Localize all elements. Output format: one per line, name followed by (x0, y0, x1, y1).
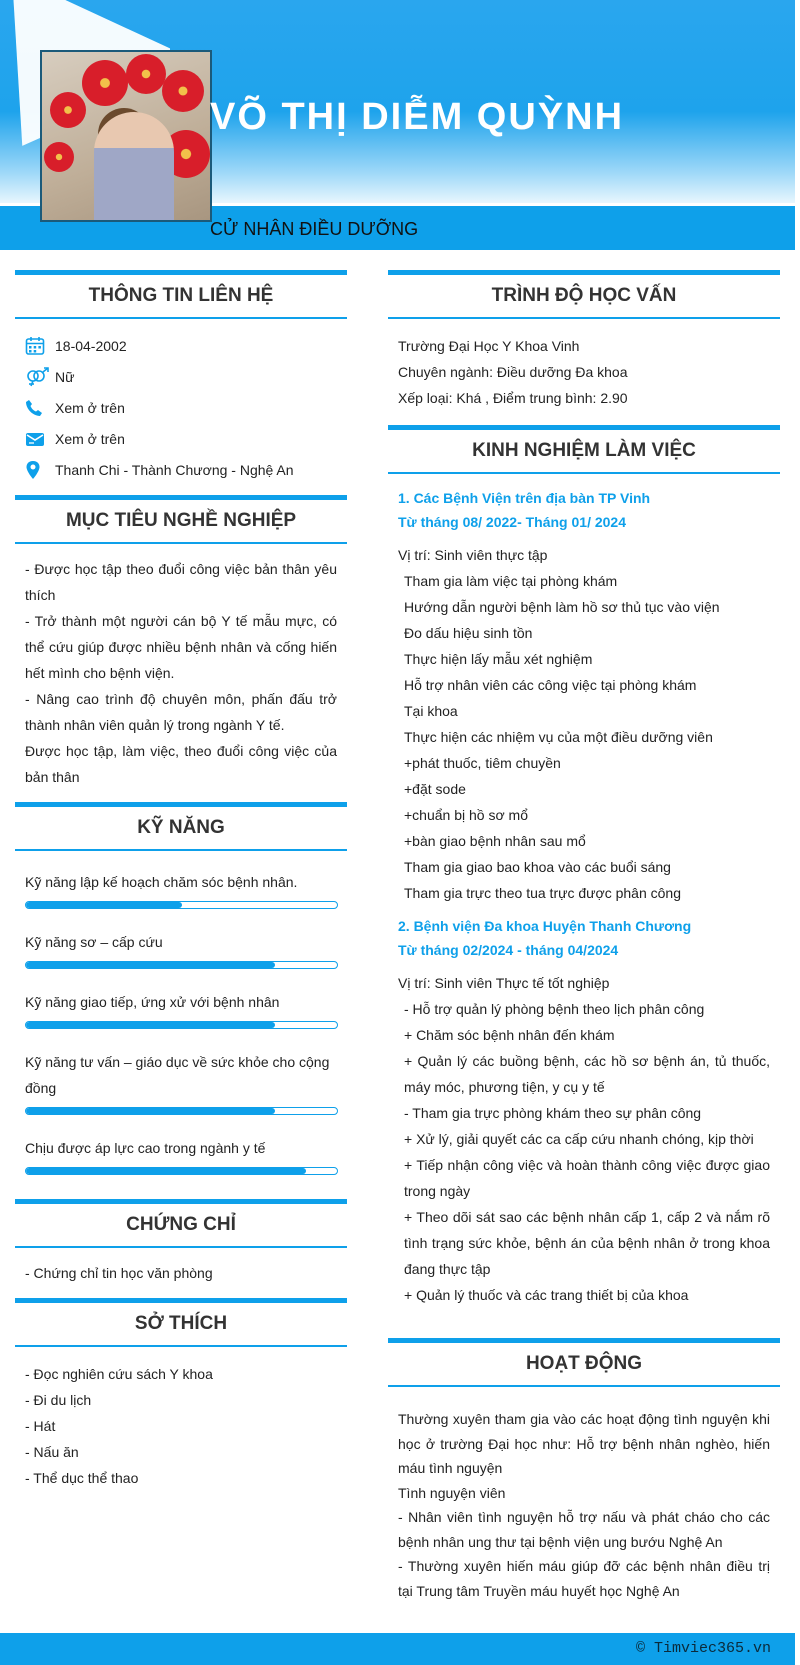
education-section (388, 319, 780, 425)
contact-phone: Xem ở trên (55, 399, 125, 416)
job-line: Đo dấu hiệu sinh tồn (404, 625, 533, 641)
education-line: Xếp loại: Khá , Điểm trung bình: 2.90 (398, 390, 628, 406)
candidate-name: VÕ THỊ DIỄM QUỲNH (210, 96, 625, 138)
job-line: Hướng dẫn người bệnh làm hồ sơ thủ tục vào viện (404, 599, 720, 615)
contact-birthday: 18-04-2002 (55, 337, 127, 354)
skill-item (25, 929, 337, 969)
skill-bar (25, 1107, 338, 1115)
skill-bar-fill (26, 902, 182, 908)
footer-copyright[interactable]: © Timviec365.vn (635, 1640, 771, 1657)
job-line: + Quản lý các buồng bệnh, các hồ sơ bệnh án, tủ thuốc, máy móc, phương tiện, y cụ y tế (404, 1053, 770, 1095)
job-line: Tham gia làm việc tại phòng khám (404, 573, 618, 589)
job-line: + Theo dõi sát sao các bệnh nhân cấp 1, cấp 2 và nắm rõ tình trạng sức khỏe, bệnh án của bệnh nhân ở trong khoa đang thực tập (404, 1209, 770, 1277)
contact-row-gender (25, 361, 337, 392)
hobby-item: - Đi du lịch (25, 1392, 92, 1408)
left-column (15, 270, 347, 1499)
contact-row-address (25, 454, 337, 485)
skill-bar (25, 961, 338, 969)
skill-item (25, 869, 337, 909)
email-icon (25, 430, 55, 448)
job-line: +đặt sode (404, 781, 466, 797)
job-line: + Quản lý thuốc và các trang thiết bị của khoa (404, 1287, 689, 1303)
objective-line: Được học tập, làm việc, theo đuổi công việc của bản thân (25, 743, 337, 785)
activity-line: - Nhân viên tình nguyện hỗ trợ nấu và phát cháo cho các bệnh nhân ung thư tại bệnh viện ung bướu Nghệ An (398, 1509, 770, 1550)
skill-label: Kỹ năng lập kế hoạch chăm sóc bệnh nhân. (25, 874, 298, 890)
job-title: CỬ NHÂN ĐIỀU DƯỠNG (210, 219, 419, 239)
contact-row-birthday (25, 330, 337, 361)
job-period: Từ tháng 02/2024 - tháng 04/2024 (398, 942, 619, 958)
job-line: Tham gia giao bao khoa vào các buổi sáng (404, 859, 671, 875)
job-line: +bàn giao bệnh nhân sau mổ (404, 833, 586, 849)
footer (0, 1633, 795, 1665)
contact-gender: Nữ (55, 368, 75, 385)
contact-row-phone (25, 392, 337, 423)
skill-item (25, 1049, 337, 1115)
experience-section-title: KINH NGHIỆM LÀM VIỆC (388, 425, 780, 474)
activity-line: - Thường xuyên hiến máu giúp đỡ các bệnh nhân điều trị tại Trung tâm Truyền máu huyết học Nghệ An (398, 1558, 770, 1599)
location-icon (25, 460, 55, 480)
objective-section-title: MỤC TIÊU NGHỀ NGHIỆP (15, 495, 347, 544)
profile-photo (40, 50, 212, 222)
skill-label: Kỹ năng giao tiếp, ứng xử với bệnh nhân (25, 994, 280, 1010)
hobby-item: - Thể dục thể thao (25, 1470, 139, 1486)
skill-label: Chịu được áp lực cao trong ngành y tế (25, 1140, 266, 1156)
experience-section (388, 474, 780, 1316)
job-period: Từ tháng 08/ 2022- Tháng 01/ 2024 (398, 514, 626, 530)
job-line: Tại khoa (404, 703, 458, 719)
right-column (388, 270, 780, 1611)
job-line: Hỗ trợ nhân viên các công việc tại phòng khám (404, 677, 697, 693)
job-line: +phát thuốc, tiêm chuyền (404, 755, 561, 771)
skills-section (15, 851, 347, 1199)
education-line: Chuyên ngành: Điều dưỡng Đa khoa (398, 364, 628, 380)
activities-section (388, 1387, 780, 1611)
certificates-section-title: CHỨNG CHỈ (15, 1199, 347, 1248)
activities-section-title: HOẠT ĐỘNG (388, 1338, 780, 1387)
job-position: Vị trí: Sinh viên Thực tế tốt nghiệp (398, 975, 610, 991)
skill-bar-fill (26, 1022, 275, 1028)
contact-row-email (25, 423, 337, 454)
hobby-item: - Đọc nghiên cứu sách Y khoa (25, 1366, 213, 1382)
job-line: Thực hiện các nhiệm vụ của một điều dưỡng viên (404, 729, 713, 745)
contact-email: Xem ở trên (55, 430, 125, 447)
activity-line: Tình nguyện viên (398, 1484, 506, 1501)
hobbies-section-title: SỞ THÍCH (15, 1298, 347, 1347)
education-line: Trường Đại Học Y Khoa Vinh (398, 338, 580, 354)
contact-section (15, 319, 347, 495)
skill-bar (25, 901, 338, 909)
objective-line: - Trở thành một người cán bộ Y tế mẫu mực, có thể cứu giúp được nhiều bệnh nhân và cống hiến hết mình cho bệnh viện. (25, 613, 337, 681)
contact-address: Thanh Chi - Thành Chương - Nghệ An (55, 461, 294, 478)
skill-bar-fill (26, 962, 275, 968)
job-position: Vị trí: Sinh viên thực tập (398, 547, 548, 563)
calendar-icon (25, 336, 55, 356)
job-line: + Tiếp nhận công việc và hoàn thành công việc được giao trong ngày (404, 1157, 770, 1199)
objective-line: - Nâng cao trình độ chuyên môn, phấn đấu trở thành nhân viên quản lý trong ngành Y tế. (25, 691, 337, 733)
phone-icon (25, 399, 55, 417)
job-line: - Tham gia trực phòng khám theo sự phân công (404, 1105, 702, 1121)
objective-section (15, 544, 347, 802)
job-heading: 2. Bệnh viện Đa khoa Huyện Thanh Chương (398, 918, 692, 934)
job-line: Thực hiện lấy mẫu xét nghiệm (404, 651, 593, 667)
job-line: +chuẩn bị hồ sơ mổ (404, 807, 528, 823)
job-line: + Chăm sóc bệnh nhân đến khám (404, 1027, 615, 1043)
gender-icon (25, 367, 55, 387)
skill-item (25, 1135, 337, 1175)
certificates-section (15, 1248, 347, 1298)
skill-label: Kỹ năng tư vấn – giáo dục về sức khỏe cho cộng đồng (25, 1054, 330, 1096)
hobbies-section (15, 1347, 347, 1499)
hobby-item: - Hát (25, 1418, 56, 1434)
activity-line: Thường xuyên tham gia vào các hoạt động tình nguyện khi học ở trường Đại học như: Hỗ trợ bệnh nhân nghèo, hiến máu tình nguyện (398, 1411, 770, 1476)
skill-label: Kỹ năng sơ – cấp cứu (25, 934, 163, 950)
skill-item (25, 989, 337, 1029)
job-line: - Hỗ trợ quản lý phòng bệnh theo lịch phân công (404, 1001, 705, 1017)
skill-bar (25, 1021, 338, 1029)
objective-line: - Được học tập theo đuổi công việc bản thân yêu thích (25, 561, 337, 603)
skill-bar-fill (26, 1108, 275, 1114)
skill-bar-fill (26, 1168, 306, 1174)
skill-bar (25, 1167, 338, 1175)
job-line: + Xử lý, giải quyết các ca cấp cứu nhanh chóng, kịp thời (404, 1131, 754, 1147)
job-heading: 1. Các Bệnh Viện trên địa bàn TP Vinh (398, 490, 651, 506)
education-section-title: TRÌNH ĐỘ HỌC VẤN (388, 270, 780, 319)
contact-section-title: THÔNG TIN LIÊN HỆ (15, 270, 347, 319)
certificate-item: - Chứng chỉ tin học văn phòng (25, 1265, 213, 1281)
hobby-item: - Nấu ăn (25, 1444, 79, 1460)
job-line: Tham gia trực theo tua trực được phân công (404, 885, 681, 901)
skills-section-title: KỸ NĂNG (15, 802, 347, 851)
